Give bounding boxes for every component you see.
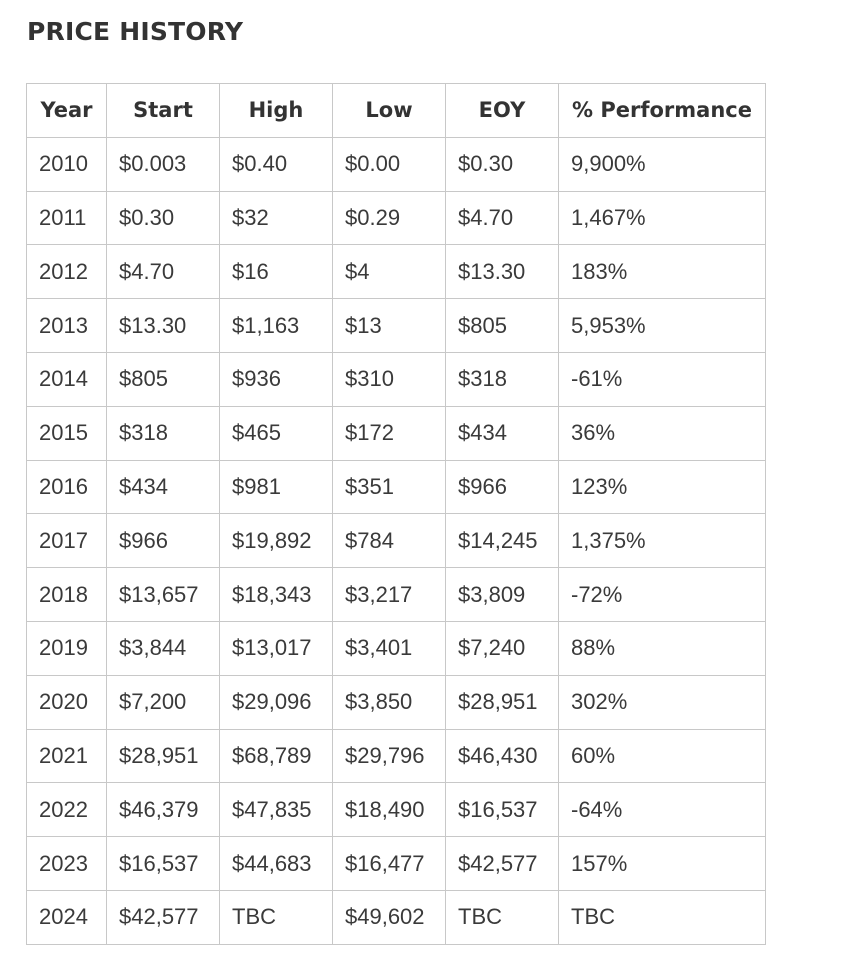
cell-eoy: $7,240 bbox=[446, 621, 559, 675]
cell-year: 2016 bbox=[27, 460, 107, 514]
cell-start: $13.30 bbox=[107, 299, 220, 353]
table-row bbox=[27, 514, 766, 568]
cell-start: $805 bbox=[107, 352, 220, 406]
table-row bbox=[27, 783, 766, 837]
cell-low: $13 bbox=[333, 299, 446, 353]
cell-low: $18,490 bbox=[333, 783, 446, 837]
table-row bbox=[27, 890, 766, 944]
cell-start: $13,657 bbox=[107, 568, 220, 622]
table-row bbox=[27, 245, 766, 299]
cell-performance: -61% bbox=[559, 352, 766, 406]
cell-start: $434 bbox=[107, 460, 220, 514]
cell-start: $16,537 bbox=[107, 837, 220, 891]
cell-performance: 183% bbox=[559, 245, 766, 299]
cell-start: $0.003 bbox=[107, 137, 220, 191]
cell-performance: TBC bbox=[559, 890, 766, 944]
table-header-row bbox=[27, 84, 766, 138]
cell-year: 2019 bbox=[27, 621, 107, 675]
cell-start: $3,844 bbox=[107, 621, 220, 675]
cell-low: $310 bbox=[333, 352, 446, 406]
cell-start: $318 bbox=[107, 406, 220, 460]
cell-start: $4.70 bbox=[107, 245, 220, 299]
cell-year: 2021 bbox=[27, 729, 107, 783]
cell-eoy: $3,809 bbox=[446, 568, 559, 622]
cell-eoy: $805 bbox=[446, 299, 559, 353]
cell-eoy: $318 bbox=[446, 352, 559, 406]
table-row bbox=[27, 406, 766, 460]
cell-low: $3,401 bbox=[333, 621, 446, 675]
cell-high: $32 bbox=[220, 191, 333, 245]
cell-performance: -72% bbox=[559, 568, 766, 622]
cell-low: $3,217 bbox=[333, 568, 446, 622]
cell-year: 2023 bbox=[27, 837, 107, 891]
cell-year: 2013 bbox=[27, 299, 107, 353]
cell-low: $4 bbox=[333, 245, 446, 299]
cell-start: $7,200 bbox=[107, 675, 220, 729]
cell-eoy: $42,577 bbox=[446, 837, 559, 891]
cell-year: 2011 bbox=[27, 191, 107, 245]
table-row bbox=[27, 352, 766, 406]
cell-year: 2010 bbox=[27, 137, 107, 191]
cell-eoy: $434 bbox=[446, 406, 559, 460]
cell-high: TBC bbox=[220, 890, 333, 944]
cell-year: 2020 bbox=[27, 675, 107, 729]
cell-eoy: $0.30 bbox=[446, 137, 559, 191]
cell-start: $966 bbox=[107, 514, 220, 568]
cell-low: $172 bbox=[333, 406, 446, 460]
cell-eoy: $4.70 bbox=[446, 191, 559, 245]
cell-high: $13,017 bbox=[220, 621, 333, 675]
cell-performance: 1,375% bbox=[559, 514, 766, 568]
table-row bbox=[27, 191, 766, 245]
table-body bbox=[27, 137, 766, 944]
page-title: PRICE HISTORY bbox=[27, 17, 244, 46]
cell-eoy: $966 bbox=[446, 460, 559, 514]
cell-high: $29,096 bbox=[220, 675, 333, 729]
cell-year: 2014 bbox=[27, 352, 107, 406]
cell-high: $68,789 bbox=[220, 729, 333, 783]
cell-performance: -64% bbox=[559, 783, 766, 837]
table-row bbox=[27, 137, 766, 191]
cell-eoy: $13.30 bbox=[446, 245, 559, 299]
table-row bbox=[27, 837, 766, 891]
cell-eoy: $28,951 bbox=[446, 675, 559, 729]
cell-high: $19,892 bbox=[220, 514, 333, 568]
table-row bbox=[27, 729, 766, 783]
cell-low: $351 bbox=[333, 460, 446, 514]
cell-performance: 9,900% bbox=[559, 137, 766, 191]
table-row bbox=[27, 460, 766, 514]
price-history-table bbox=[26, 83, 766, 945]
cell-year: 2017 bbox=[27, 514, 107, 568]
cell-start: $42,577 bbox=[107, 890, 220, 944]
table-row bbox=[27, 621, 766, 675]
cell-low: $3,850 bbox=[333, 675, 446, 729]
cell-low: $29,796 bbox=[333, 729, 446, 783]
cell-low: $0.00 bbox=[333, 137, 446, 191]
cell-year: 2018 bbox=[27, 568, 107, 622]
cell-performance: 36% bbox=[559, 406, 766, 460]
cell-high: $981 bbox=[220, 460, 333, 514]
table-row bbox=[27, 299, 766, 353]
cell-year: 2015 bbox=[27, 406, 107, 460]
column-header-year: Year bbox=[27, 84, 107, 138]
column-header-eoy: EOY bbox=[446, 84, 559, 138]
cell-high: $18,343 bbox=[220, 568, 333, 622]
cell-year: 2024 bbox=[27, 890, 107, 944]
cell-performance: 302% bbox=[559, 675, 766, 729]
column-header-start: Start bbox=[107, 84, 220, 138]
cell-performance: 5,953% bbox=[559, 299, 766, 353]
cell-low: $16,477 bbox=[333, 837, 446, 891]
column-header-performance: % Performance bbox=[559, 84, 766, 138]
cell-year: 2022 bbox=[27, 783, 107, 837]
cell-high: $465 bbox=[220, 406, 333, 460]
cell-high: $44,683 bbox=[220, 837, 333, 891]
cell-performance: 157% bbox=[559, 837, 766, 891]
cell-performance: 88% bbox=[559, 621, 766, 675]
column-header-high: High bbox=[220, 84, 333, 138]
cell-high: $936 bbox=[220, 352, 333, 406]
cell-low: $0.29 bbox=[333, 191, 446, 245]
cell-high: $0.40 bbox=[220, 137, 333, 191]
cell-performance: 1,467% bbox=[559, 191, 766, 245]
table-row bbox=[27, 675, 766, 729]
cell-eoy: $14,245 bbox=[446, 514, 559, 568]
cell-start: $0.30 bbox=[107, 191, 220, 245]
cell-performance: 60% bbox=[559, 729, 766, 783]
cell-eoy: TBC bbox=[446, 890, 559, 944]
cell-low: $49,602 bbox=[333, 890, 446, 944]
cell-high: $16 bbox=[220, 245, 333, 299]
cell-performance: 123% bbox=[559, 460, 766, 514]
cell-eoy: $16,537 bbox=[446, 783, 559, 837]
cell-eoy: $46,430 bbox=[446, 729, 559, 783]
cell-year: 2012 bbox=[27, 245, 107, 299]
cell-start: $46,379 bbox=[107, 783, 220, 837]
table-row bbox=[27, 568, 766, 622]
cell-low: $784 bbox=[333, 514, 446, 568]
cell-start: $28,951 bbox=[107, 729, 220, 783]
column-header-low: Low bbox=[333, 84, 446, 138]
cell-high: $47,835 bbox=[220, 783, 333, 837]
cell-high: $1,163 bbox=[220, 299, 333, 353]
